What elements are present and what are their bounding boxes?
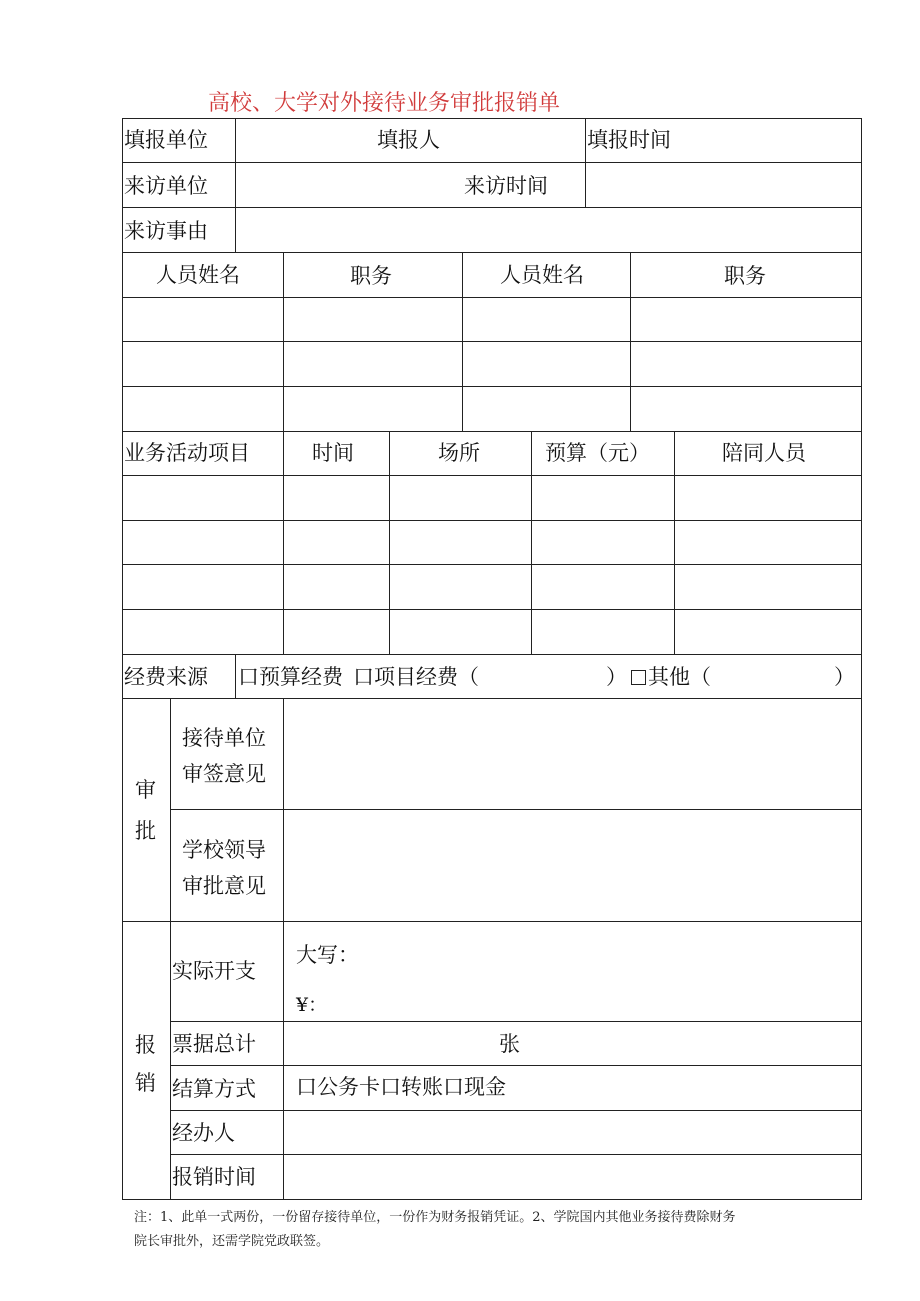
personnel-post-header-1: 职务 bbox=[350, 264, 392, 288]
receipts-total-label: 票据总计 bbox=[172, 1032, 256, 1056]
leader-opinion-label-line1: 学校领导 bbox=[182, 838, 266, 862]
personnel-name-header-1: 人员姓名 bbox=[156, 263, 240, 287]
fill-unit-label: 填报单位 bbox=[124, 128, 208, 152]
reimburse-time-label: 报销时间 bbox=[172, 1165, 256, 1189]
yen-amount-label: ¥： bbox=[296, 994, 328, 1016]
activity-time-header: 时间 bbox=[312, 441, 354, 465]
reimburse-section-char-2: 销 bbox=[135, 1071, 156, 1095]
visit-reason-label: 来访事由 bbox=[124, 219, 208, 243]
settle-method-options[interactable]: 口公务卡口转账口现金 bbox=[296, 1075, 506, 1099]
settle-method-label: 结算方式 bbox=[172, 1077, 256, 1101]
form-title: 高校、大学对外接待业务审批报销单 bbox=[208, 91, 561, 116]
activity-place-header: 场所 bbox=[438, 441, 480, 465]
capital-amount-label: 大写： bbox=[296, 943, 359, 967]
approval-section-char-2: 批 bbox=[135, 819, 156, 843]
activity-budget-header: 预算（元） bbox=[545, 441, 650, 465]
funding-other-label: 其他（ bbox=[648, 665, 711, 689]
personnel-post-header-2: 职务 bbox=[724, 264, 766, 288]
funding-project-close: ） bbox=[606, 665, 627, 689]
visit-unit-label: 来访单位 bbox=[124, 174, 208, 198]
handler-label: 经办人 bbox=[172, 1121, 235, 1145]
fill-time-label: 填报时间 bbox=[587, 128, 671, 152]
receipts-sheets-unit: 张 bbox=[499, 1032, 520, 1056]
leader-opinion-label-line2: 审批意见 bbox=[182, 874, 266, 898]
funding-other-close: ） bbox=[834, 665, 855, 689]
footnote-line-1: 注：1、此单一式两份，一份留存接待单位，一份作为财务报销凭证。2、学院国内其他业务接待费除财务 bbox=[134, 1210, 736, 1225]
reimburse-section-char-1: 报 bbox=[135, 1033, 156, 1057]
checkbox-icon[interactable] bbox=[631, 670, 646, 685]
funding-project-option[interactable]: 口项目经费（ bbox=[353, 665, 479, 689]
actual-expense-label: 实际开支 bbox=[172, 959, 256, 983]
funding-other-option[interactable] bbox=[631, 667, 711, 688]
personnel-name-header-2: 人员姓名 bbox=[500, 263, 584, 287]
filler-label: 填报人 bbox=[377, 128, 440, 152]
host-opinion-label-line1: 接待单位 bbox=[182, 726, 266, 750]
activity-item-header: 业务活动项目 bbox=[124, 441, 250, 465]
footnote bbox=[134, 1206, 856, 1254]
funding-label: 经费来源 bbox=[124, 665, 208, 689]
visit-time-label: 来访时间 bbox=[464, 174, 548, 198]
activity-companion-header: 陪同人员 bbox=[722, 441, 806, 465]
approval-section-char-1: 审 bbox=[135, 778, 156, 802]
footnote-line-2: 院长审批外，还需学院党政联签。 bbox=[134, 1234, 330, 1249]
funding-budget-option[interactable]: 口预算经费 bbox=[238, 665, 343, 689]
host-opinion-label-line2: 审签意见 bbox=[182, 762, 266, 786]
